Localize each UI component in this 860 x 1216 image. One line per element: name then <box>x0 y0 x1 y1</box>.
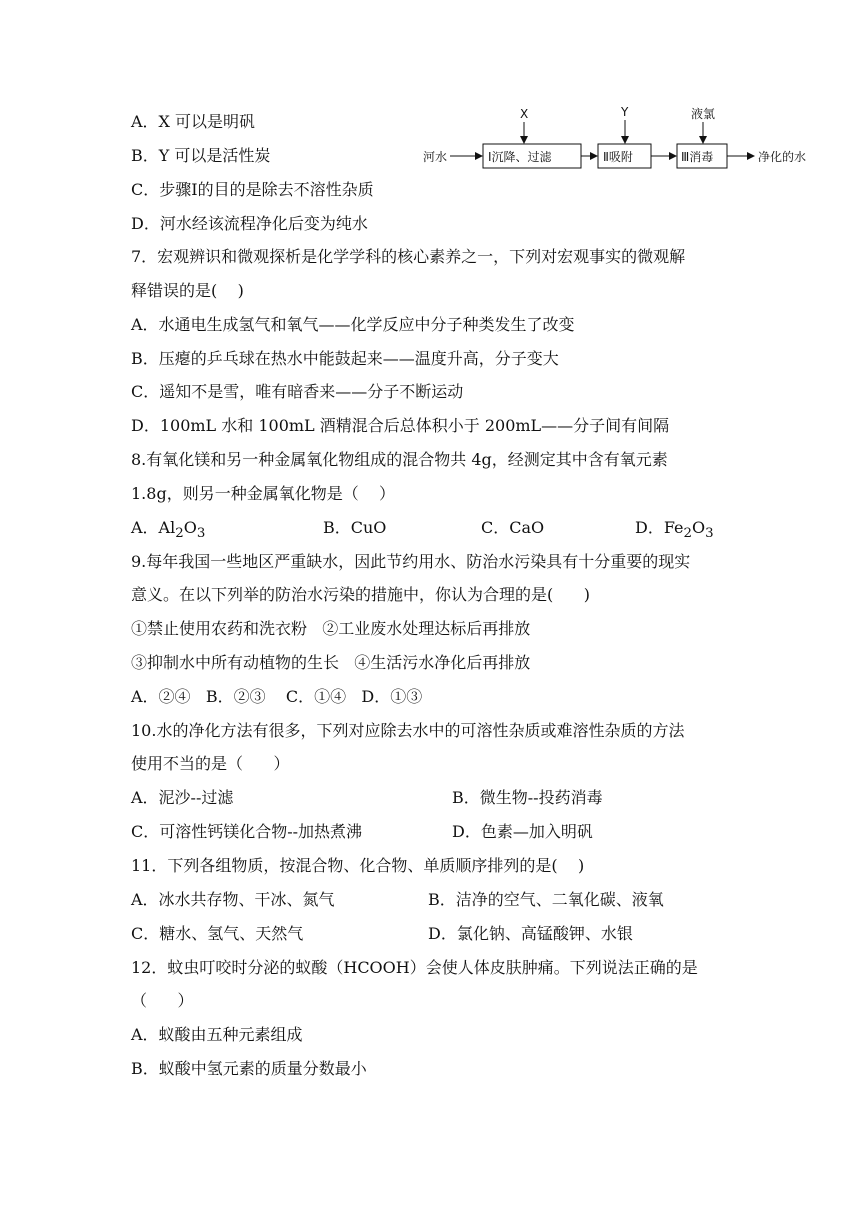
q7-stem-line2: 释错误的是( ) <box>131 281 244 300</box>
flow-input-label: 河水 <box>423 150 448 164</box>
q11-option-d: D．氯化钠、高锰酸钾、水银 <box>428 924 633 943</box>
flow-step1-label: Ⅰ沉降、过滤 <box>488 150 552 164</box>
q11-stem: 11．下列各组物质，按混合物、化合物、单质顺序排列的是( ) <box>131 856 585 875</box>
q10-option-d: D．色素—加入明矾 <box>452 822 593 841</box>
q9-items-line2: ③抑制水中所有动植物的生长 ④生活污水净化后再排放 <box>131 653 531 672</box>
flow-reagent-y: Y <box>621 105 629 119</box>
q8-option-b: B．CuO <box>323 518 387 537</box>
q12-option-a: A．蚁酸由五种元素组成 <box>131 1025 303 1044</box>
q12-stem-line1: 12．蚊虫叮咬时分泌的蚁酸（HCOOH）会使人体皮肤肿痛。下列说法正确的是 <box>131 958 698 977</box>
q7-option-a: A．水通电生成氢气和氧气——化学反应中分子种类发生了改变 <box>131 315 575 334</box>
q6-option-c: C．步骤Ⅰ的目的是除去不溶性杂质 <box>131 180 374 199</box>
q11-option-b: B．洁净的空气、二氧化碳、液氧 <box>428 890 664 909</box>
q10-stem-line1: 10.水的净化方法有很多，下列对应除去水中的可溶性杂质或难溶性杂质的方法 <box>131 721 685 740</box>
q10-option-b: B．微生物--投药消毒 <box>452 788 603 807</box>
q10-option-c: C．可溶性钙镁化合物--加热煮沸 <box>131 822 363 841</box>
q9-options: A．②④ B．②③ C．①④ D．①③ <box>131 687 423 706</box>
q10-option-a: A．泥沙--过滤 <box>131 788 234 807</box>
q11-option-a: A．冰水共存物、干冰、氮气 <box>131 890 335 909</box>
q7-option-c: C．遥知不是雪，唯有暗香来——分子不断运动 <box>131 382 464 401</box>
q10-stem-line2: 使用不当的是（ ） <box>131 754 290 773</box>
q9-stem-line1: 9.每年我国一些地区严重缺水，因此节约用水、防治水污染具有十分重要的现实 <box>131 552 691 571</box>
flow-step2-label: Ⅱ吸附 <box>603 150 633 164</box>
flow-step3-label: Ⅲ消毒 <box>681 150 714 164</box>
q12-stem-line2: （ ） <box>131 991 194 1010</box>
q8-option-d: D．$Fe_2O_3$ <box>635 518 714 542</box>
q6-option-b: B．Y 可以是活性炭 <box>131 146 271 165</box>
flow-reagent-x: X <box>520 107 529 121</box>
q8-stem-line1: 8.有氧化镁和另一种金属氧化物组成的混合物共 4g，经测定其中含有氧元素 <box>131 450 668 469</box>
q7-stem-line1: 7．宏观辨识和微观探析是化学学科的核心素养之一，下列对宏观事实的微观解 <box>131 247 686 266</box>
q6-option-d: D．河水经该流程净化后变为纯水 <box>131 214 368 233</box>
q9-items-line1: ①禁止使用农药和洗衣粉 ②工业废水处理达标后再排放 <box>131 619 531 638</box>
q7-option-d: D．100mL 水和 100mL 酒精混合后总体积小于 200mL——分子间有间隔 <box>131 416 670 435</box>
q8-option-a: A．$Al_2O_3$ <box>131 518 206 542</box>
q8-option-c: C．CaO <box>481 518 545 537</box>
flow-reagent-chlorine: 液氯 <box>691 107 716 121</box>
flow-output-label: 净化的水 <box>758 150 807 164</box>
q8-stem-line2: 1.8g，则另一种金属氧化物是（ ） <box>131 484 396 503</box>
q6-option-a: A．X 可以是明矾 <box>131 112 256 131</box>
q12-option-b: B．蚁酸中氢元素的质量分数最小 <box>131 1059 367 1078</box>
q7-option-b: B．压瘪的乒乓球在热水中能鼓起来——温度升高，分子变大 <box>131 349 559 368</box>
q11-option-c: C．糖水、氢气、天然气 <box>131 924 304 943</box>
q9-stem-line2: 意义。在以下列举的防治水污染的措施中，你认为合理的是( ) <box>131 585 591 604</box>
water-purification-flow-diagram <box>420 100 820 180</box>
